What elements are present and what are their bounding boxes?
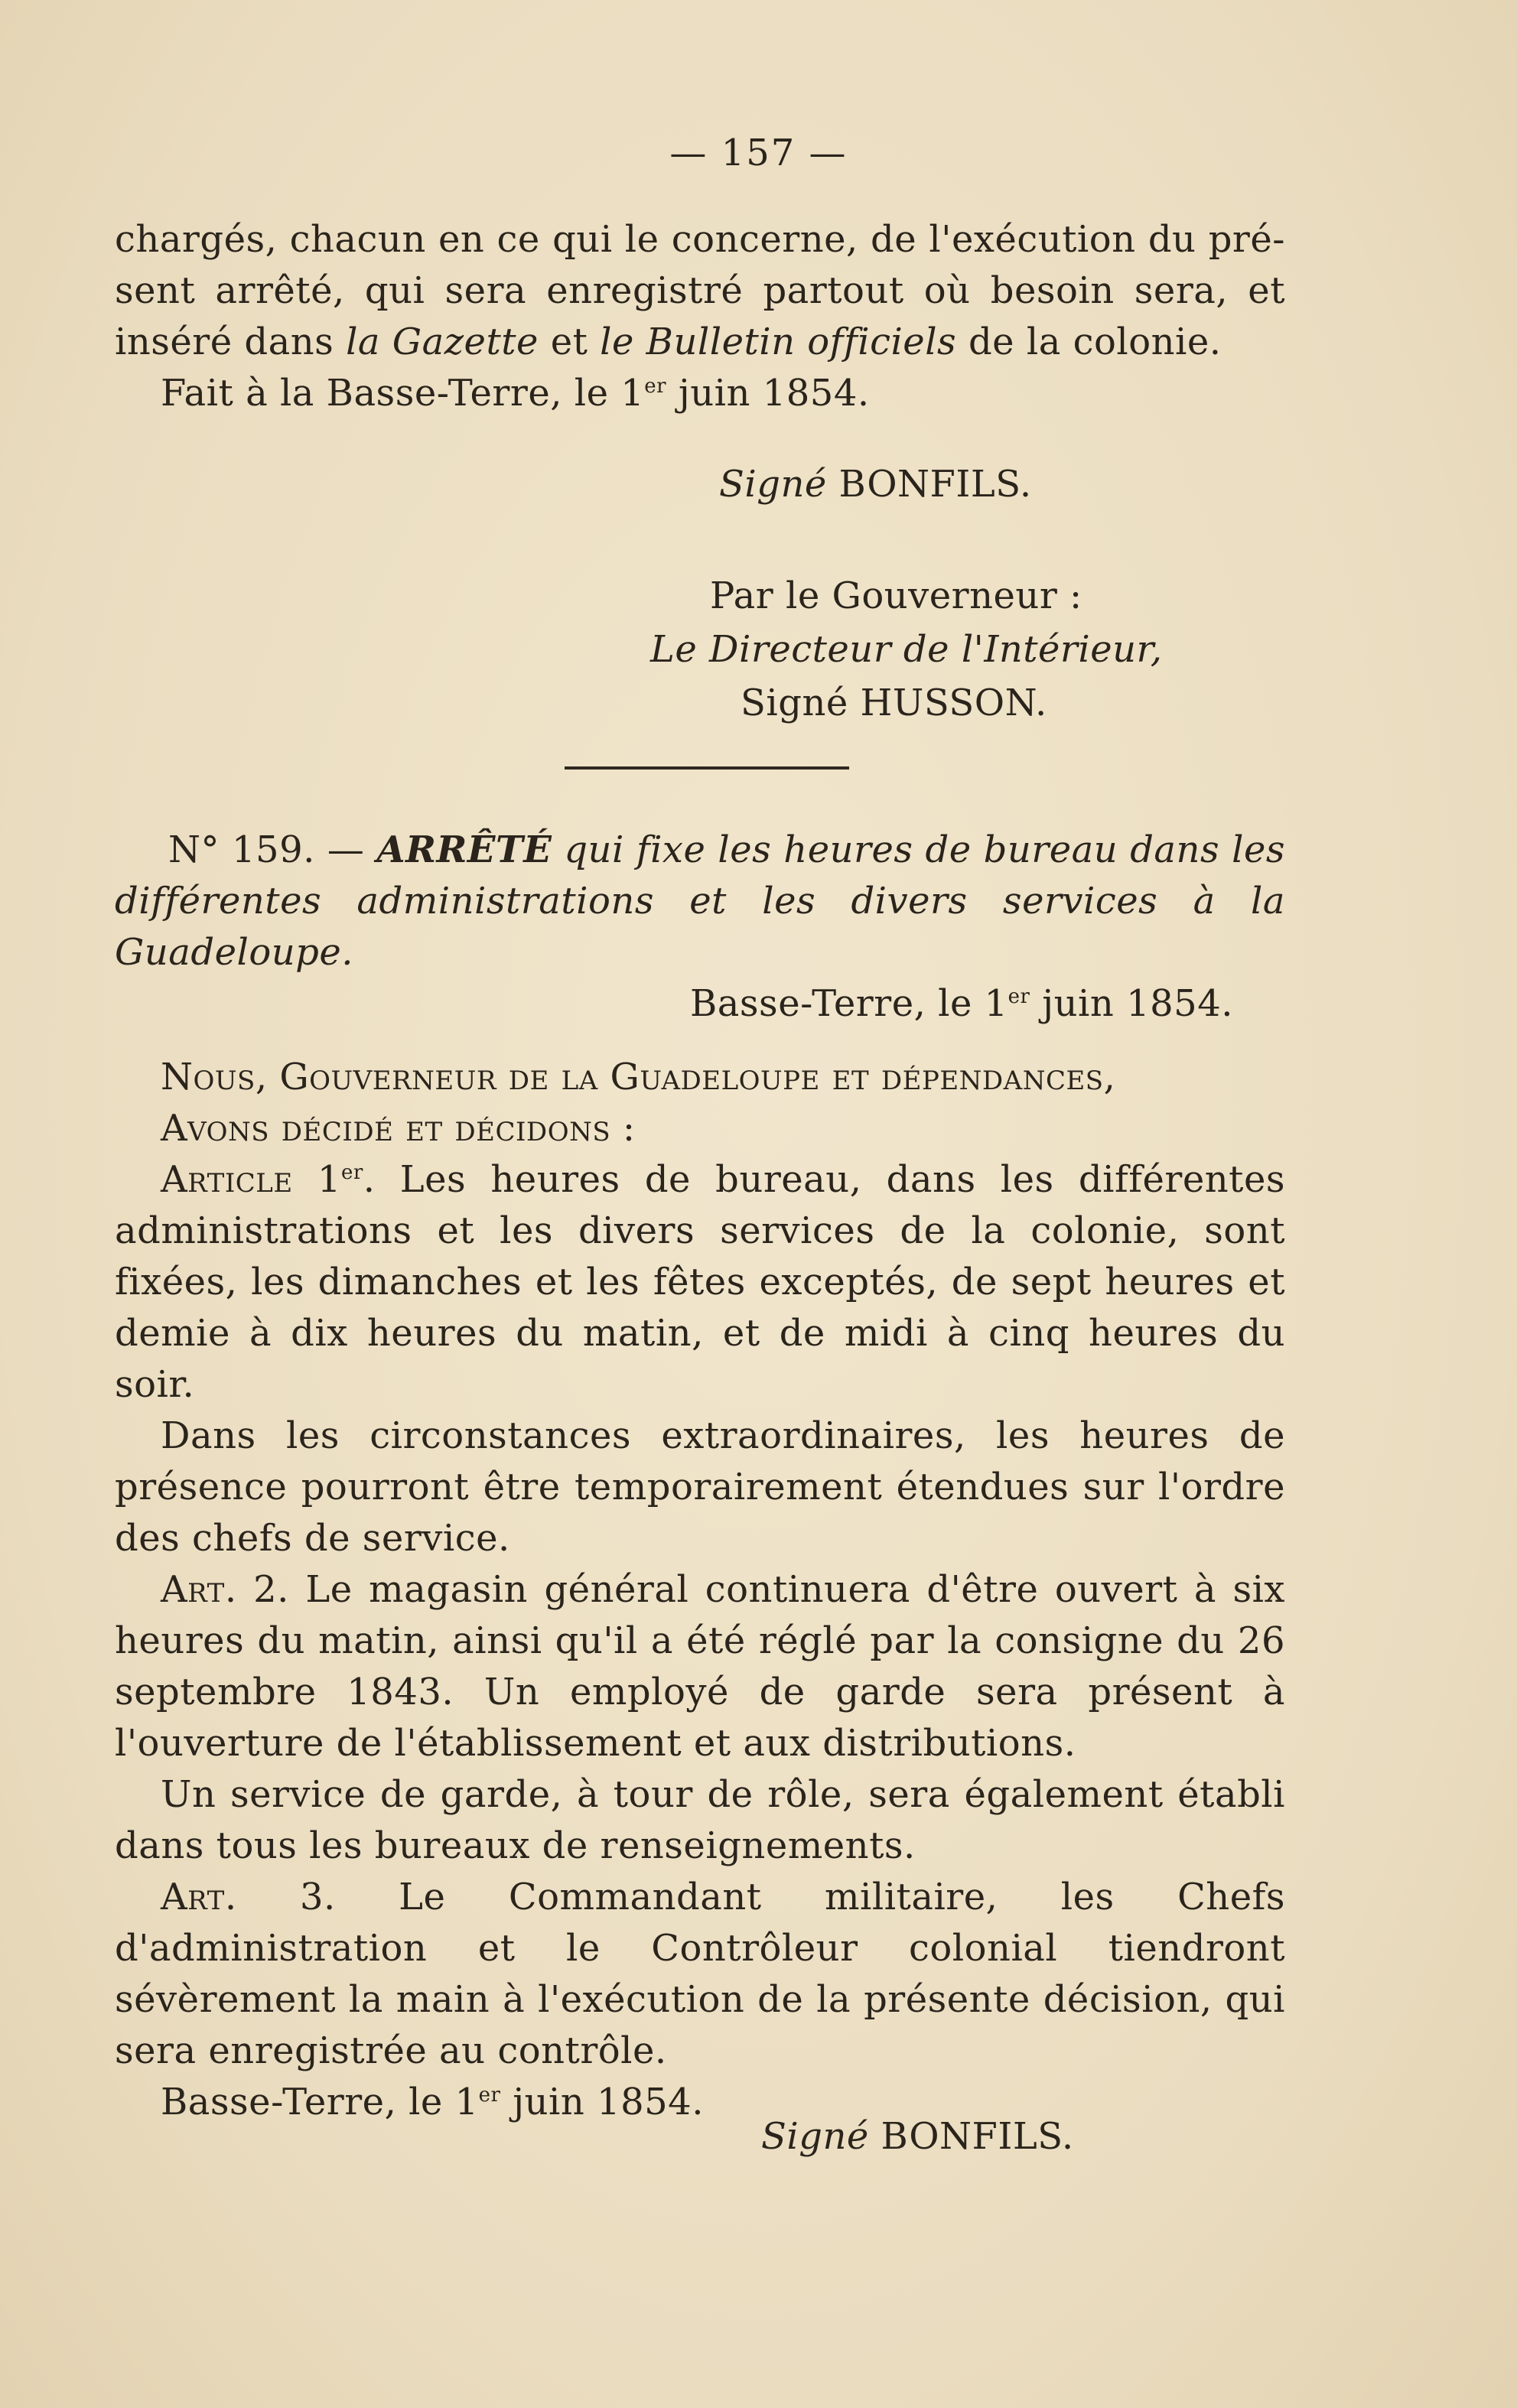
signe-label: Signé — [761, 2115, 869, 2158]
superscript: er — [340, 1161, 363, 1184]
decree-subject: qui fixe les heures de bureau dans les différentes administrations et les divers services à la Guadeloupe. — [115, 828, 1285, 974]
article-1-label: Article 1 — [161, 1158, 341, 1201]
decree-place-date — [115, 978, 1285, 1030]
gazette-title: la Gazette — [346, 321, 539, 363]
par-le-gouverneur: Par le Gouverneur : — [710, 574, 1082, 617]
superscript: er — [478, 2084, 501, 2107]
section-divider — [565, 766, 849, 770]
signature-block-1 — [115, 459, 1285, 510]
governor-block — [115, 571, 1285, 729]
article-3-text: Le Commandant militaire, les Chefs d'administration et le Contrôleur colonial tiendront sévèrement la main à l'exécution de la présente décision, qui sera enregistrée au contrôle. — [115, 1876, 1286, 2072]
continuation-line-2: sent arrêté, qui sera enregistré partout où besoin sera, et — [115, 269, 1285, 312]
signe-label: Signé — [719, 463, 827, 506]
page-number: — 157 — — [669, 132, 848, 174]
superscript: er — [1008, 985, 1030, 1008]
text-span: inséré dans — [115, 321, 347, 363]
text-span: de la colonie. — [956, 321, 1222, 363]
text-span: Basse-Terre, le 1 — [161, 2081, 479, 2123]
husson-signature: Signé HUSSON. — [741, 682, 1047, 724]
article-2-text: Le magasin général continuera d'être ouvert à six heures du matin, ainsi qu'il a été réglé par la consigne du 26 septembre 1843. Un employé de garde sera présent à l'ouverture de l'établissement et aux distributions. — [115, 1568, 1285, 1765]
bulletin-title: le Bulletin officiels — [600, 321, 957, 363]
preamble — [115, 1052, 1285, 1154]
directeur-title: Le Directeur de l'Intérieur, — [650, 628, 1163, 671]
article-2-label: Art. 2. — [161, 1568, 289, 1611]
decree-heading — [115, 825, 1285, 1030]
article-1 — [115, 1154, 1285, 1411]
superscript: er — [644, 375, 667, 398]
text-span: juin 1854. — [500, 2081, 704, 2123]
continuation-line-1: chargés, chacun en ce qui le concerne, de l'exécution du pré- — [115, 218, 1285, 261]
article-2 — [115, 1564, 1285, 1769]
text-span: Fait à la Basse-Terre, le 1 — [161, 372, 645, 415]
article-1-text: . Les heures de bureau, dans les différentes administrations et les divers services de la colonie, sont fixées, les dimanches et les fêtes exceptés, de sept heures et demie à dix heures du matin, et de midi à cinq heures du soir. — [115, 1158, 1286, 1406]
fait-line — [115, 368, 1285, 419]
signature-bonfils — [115, 459, 1285, 510]
text-span: juin 1854. — [666, 372, 870, 415]
article-2-paragraph-2: Un service de garde, à tour de rôle, sera également établi dans tous les bureaux de renseignements. — [115, 1773, 1285, 1867]
text-span: Basse-Terre, le 1 — [690, 982, 1008, 1025]
signatory-name: BONFILS. — [868, 2115, 1074, 2158]
nous-gouverneur: Nous, Gouverneur de la Guadeloupe et dépendances, — [161, 1056, 1116, 1098]
continuation-paragraph — [115, 214, 1285, 419]
decree-number: N° 159. — — [168, 828, 377, 871]
decree-title — [115, 825, 1285, 978]
signature-block-2 — [115, 2111, 1285, 2162]
articles — [115, 1154, 1285, 2128]
text-span: juin 1854. — [1030, 982, 1233, 1025]
decree-type: ARRÊTÉ — [376, 828, 552, 871]
continuation-line-3 — [115, 317, 1285, 368]
closing-signature — [115, 2111, 1285, 2162]
article-3 — [115, 1872, 1285, 2077]
article-1-paragraph-2: Dans les circonstances extraordinaires, les heures de présence pourront être temporairement étendues sur l'ordre des chefs de service. — [115, 1414, 1285, 1560]
avons-decide: Avons décidé et décidons : — [161, 1107, 636, 1150]
text-span: et — [538, 321, 601, 363]
signatory-name: BONFILS. — [826, 463, 1032, 506]
article-3-label: Art. 3. — [161, 1876, 336, 1918]
